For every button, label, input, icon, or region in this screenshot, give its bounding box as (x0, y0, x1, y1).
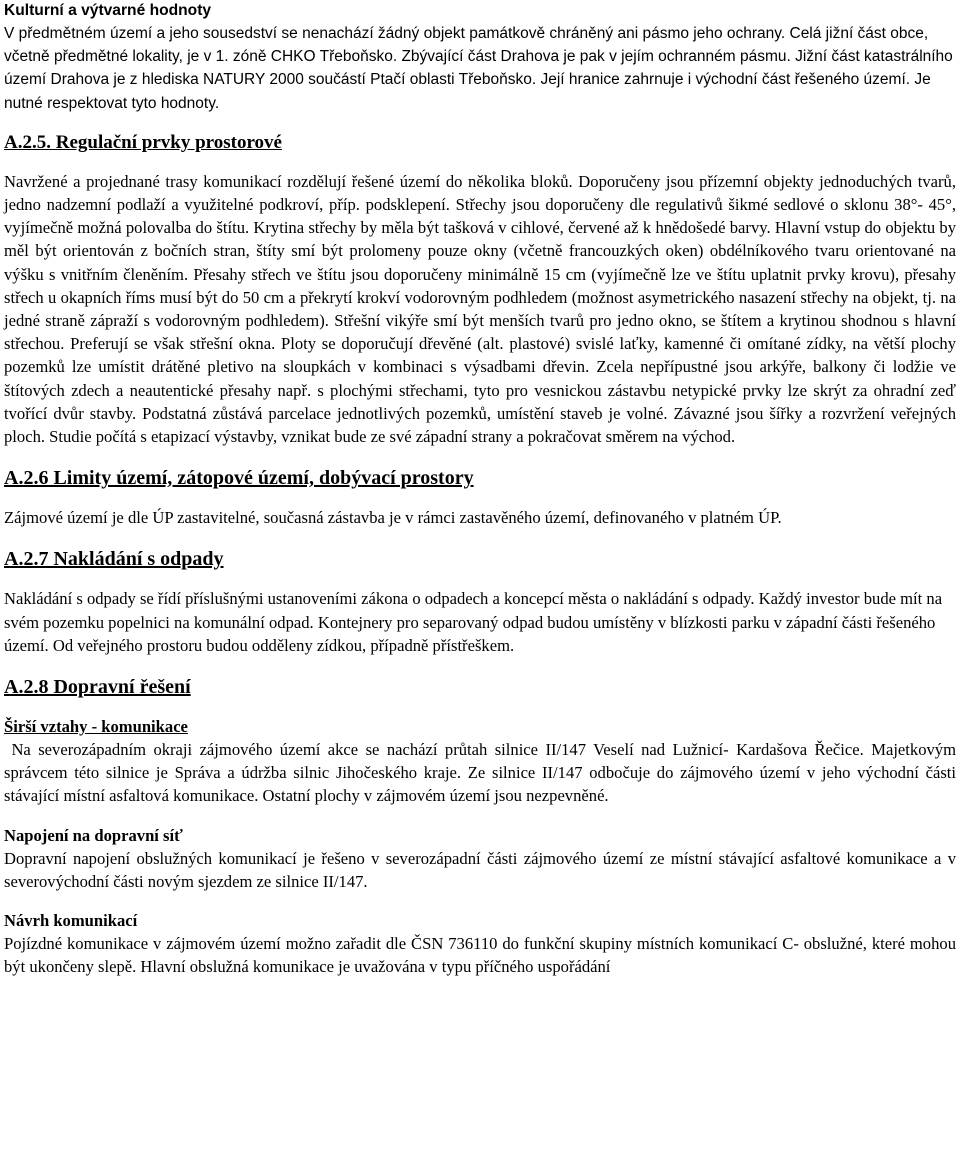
section-a28 (4, 675, 960, 978)
wider-relations-paragraph: Na severozápadním okraji zájmového území akce se nachází průtah silnice II/147 Veselí nad Lužnicí- Kardašova Řečice. Majetkovým správcem této silnice je Správa a údržba silnic Jihočeského kraje. Ze silnice II/147 odbočuje do zájmového území v jeho východní části stávající místní asfaltová komunikace. Ostatní plochy v zájmovém území jsou nezpevněné. (4, 740, 960, 806)
section-a25 (4, 131, 956, 448)
proposal-paragraph: Pojízdné komunikace v zájmovém území možno zařadit dle ČSN 736110 do funkční skupiny místních komunikací C- obslužné, které mohou být ukončeny slepě. Hlavní obslužná komunikace je uvažována v typu příčného uspořádání (4, 934, 956, 977)
section-a25-heading: A.2.5. Regulační prvky prostorové (4, 131, 282, 153)
proposal-heading: Návrh komunikací (4, 911, 138, 931)
section-a26-paragraph: Zájmové území je dle ÚP zastavitelné, současná zástavba je v rámci zastavěného území, definovaného v platném ÚP. (4, 508, 782, 528)
culture-paragraph: V předmětném území a jeho sousedství se nenachází žádný objekt památkově chráněný ani pásmo jeho ochrany. Celá jižní část obce, včetně předmětné lokality, je v 1. zóně CHKO Třeboňsko. Zbývající část Drahova je pak v jejím ochranném pásmu. Jižní část katastrálního území Drahova je z hlediska NATURY 2000 součástí Ptačí oblasti Třeboňsko. Její hranice zahrnuje i východní část řešeného území. Je nutné respektovat tyto hodnoty. (4, 25, 953, 112)
section-a27-paragraph: Nakládání s odpady se řídí příslušnými ustanoveními zákona o odpadech a koncepcí města o nakládání s odpady. Každý investor bude mít na svém pozemku popelnici na komunální odpad. Kontejnery pro separovaný odpad budou umístěny v blízkosti parku v západní části řešeného území. Od veřejného prostoru budou odděleny zídkou, případně přístřeškem. (4, 589, 943, 655)
section-a26-heading: A.2.6 Limity území, zátopové území, dobývací prostory (4, 467, 474, 490)
section-a25-paragraph: Navržené a projednané trasy komunikací rozdělují řešené území do několika bloků. Doporučeny jsou přízemní objekty jednoduchých tvarů, jedno nadzemní podlaží a využitelné podkroví, příp. podsklepení. Střechy jsou doporučeny dle regulativů šikmé sedlové o sklonu 38°- 45°, vyjímečně možná polovalba do štítu. Krytina střechy by měla být tašková v cihlové, červené až k hnědošedé barvy. Hlavní vstup do objektu by měl být orientován z bočních stran, štíty smí být prolomeny pouze okny (včetně francouzkých oken) obdélníkového tvaru orientované na výšku s vnitřním členěním. Přesahy střech ve štítu jsou doporučeny minimálně 15 cm (vyjímečně lze ve štítu uplatnit prvky krovu), přesahy střech u okapních říms musí být do 50 cm a překrytí krokví vodorovným podhledem (možnost asymetrického nasazení střechy na objekt, tj. na jedné straně zápraží s vodorovným podhledem). Střešní vikýře smí být menších tvarů pro jedno okno, se štítem a krytinou shodnou s hlavní střechou. Preferují se však střešní okna. Ploty se doporučují dřevěné (alt. plastové) svislé laťky, kamenné či omítané zídky, na větší plochy pozemků lze umístit drátěné pletivo na sloupkách v kombinaci s výsadbami dřevin. Zcela nepřípustné jsou arkýře, balkony či lodžie ve štítových zdech a neautentické přesahy např. s plochými střechami, tyto pro vesnickou zástavbu netypické prvky lze skrýt za ohradní zeď tvořící dvůr stavby. Podstatná zůstává parcelace jednotlivých pozemků, umístění staveb je volné. Závazné jsou šířky a rozvržení veřejných ploch. Studie počítá s etapizací výstavby, vznikat bude ze své západní strany a pokračovat směrem na východ. (4, 171, 956, 447)
section-a26 (4, 466, 956, 529)
section-a28-heading: A.2.8 Dopravní řešení (4, 676, 191, 699)
connection-paragraph: Dopravní napojení obslužných komunikací je řešeno v severozápadní části zájmového území ze místní stávající asfaltové komunikace a v severovýchodní části novým sjezdem ze silnice II/147. (4, 848, 956, 891)
culture-section (4, 0, 956, 115)
connection-heading: Napojení na dopravní síť (4, 825, 183, 845)
wider-relations-heading: Širší vztahy - komunikace (4, 717, 188, 737)
section-a27-heading: A.2.7 Nakládání s odpady (4, 548, 224, 571)
section-a27 (4, 547, 956, 657)
culture-heading: Kulturní a výtvarné hodnoty (4, 2, 212, 19)
